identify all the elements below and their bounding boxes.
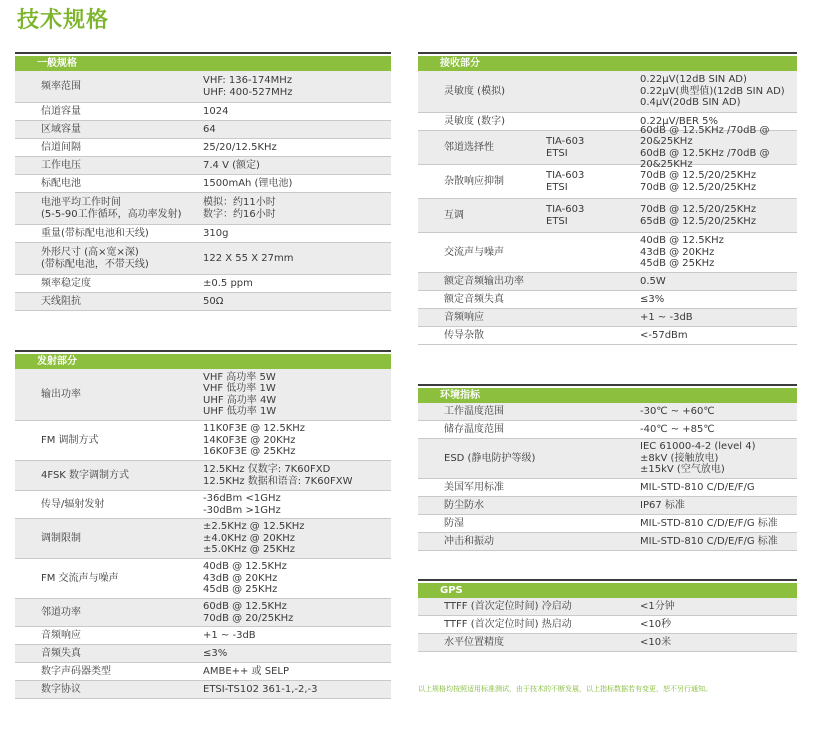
section-divider bbox=[418, 384, 797, 386]
section-heading: 一般规格 bbox=[15, 56, 391, 71]
spec-label: 频率范围 bbox=[41, 80, 81, 92]
spec-value: 50Ω bbox=[203, 295, 224, 307]
spec-row bbox=[418, 439, 797, 479]
spec-value: 64 bbox=[203, 123, 216, 135]
spec-section bbox=[15, 350, 391, 699]
spec-value: AMBE++ 或 SELP bbox=[203, 665, 290, 677]
spec-row bbox=[418, 199, 797, 233]
spec-row bbox=[15, 645, 391, 663]
spec-label: 工作温度范围 bbox=[444, 405, 504, 417]
spec-row bbox=[418, 598, 797, 616]
spec-label: 电池平均工作时间 (5-5-90工作循环，高功率发射) bbox=[41, 197, 182, 220]
spec-label: TTFF (首次定位时间) 冷启动 bbox=[444, 600, 572, 612]
spec-row bbox=[15, 175, 391, 193]
spec-label: 互调 bbox=[444, 209, 464, 221]
spec-label: 冲击和振动 bbox=[444, 535, 494, 547]
spec-row bbox=[15, 275, 391, 293]
spec-value: <10米 bbox=[640, 636, 672, 648]
section-divider bbox=[15, 52, 391, 54]
spec-value: 122 X 55 X 27mm bbox=[203, 252, 294, 264]
spec-row bbox=[418, 291, 797, 309]
spec-value: VHF 高功率 5W VHF 低功率 1W UHF 高功率 4W UHF 低功率 1W bbox=[203, 371, 277, 417]
spec-row bbox=[15, 461, 391, 491]
spec-value: ±2.5KHz @ 12.5KHz ±4.0KHz @ 20KHz ±5.0KHz @ 25KHz bbox=[203, 521, 305, 556]
spec-value: +1 ~ -3dB bbox=[203, 629, 256, 641]
spec-value: MIL-STD-810 C/D/E/F/G bbox=[640, 481, 755, 493]
spec-value: 模拟：约11小时 数字：约16小时 bbox=[203, 197, 276, 220]
spec-label: 频率稳定度 bbox=[41, 277, 91, 289]
spec-row bbox=[15, 491, 391, 519]
spec-label: 工作电压 bbox=[41, 159, 81, 171]
spec-standard: TIA-603 ETSI bbox=[546, 204, 585, 227]
spec-row bbox=[15, 293, 391, 311]
spec-row bbox=[418, 515, 797, 533]
spec-value: 25/20/12.5KHz bbox=[203, 141, 277, 153]
spec-standard: TIA-603 ETSI bbox=[546, 136, 585, 159]
spec-row bbox=[15, 681, 391, 699]
spec-label: 储存温度范围 bbox=[444, 423, 504, 435]
spec-row bbox=[15, 139, 391, 157]
spec-label: 信道容量 bbox=[41, 105, 81, 117]
spec-value: 7.4 V (额定) bbox=[203, 159, 260, 171]
spec-value: ≤3% bbox=[640, 293, 665, 305]
section-heading: 发射部分 bbox=[15, 354, 391, 369]
spec-value: <1分钟 bbox=[640, 600, 675, 612]
section-divider bbox=[15, 350, 391, 352]
section-divider bbox=[418, 579, 797, 581]
spec-row bbox=[418, 634, 797, 652]
spec-value: IP67 标准 bbox=[640, 499, 685, 511]
spec-row bbox=[418, 233, 797, 273]
spec-section bbox=[418, 579, 797, 652]
spec-label: 交流声与噪声 bbox=[444, 246, 504, 258]
section-heading: 环境指标 bbox=[418, 388, 797, 403]
spec-value: +1 ~ -3dB bbox=[640, 311, 693, 323]
spec-value: 40dB @ 12.5KHz 43dB @ 20KHz 45dB @ 25KHz bbox=[203, 561, 287, 596]
spec-label: 邻道功率 bbox=[41, 606, 81, 618]
spec-label: 防湿 bbox=[444, 517, 464, 529]
spec-section bbox=[418, 52, 797, 345]
spec-value: 0.22μV/BER 5% bbox=[640, 115, 719, 127]
spec-value: 310g bbox=[203, 227, 229, 239]
spec-value: 70dB @ 12.5/20/25KHz 65dB @ 12.5/20/25KHz bbox=[640, 204, 757, 227]
spec-value: <-57dBm bbox=[640, 329, 688, 341]
spec-label: 输出功率 bbox=[41, 388, 81, 400]
spec-section bbox=[418, 384, 797, 551]
spec-label: FM 交流声与噪声 bbox=[41, 572, 119, 584]
spec-value: IEC 61000-4-2 (level 4) ±8kV (接触放电) ±15kV (空气放电) bbox=[640, 441, 756, 476]
spec-value: -30℃ ~ +60℃ bbox=[640, 405, 715, 417]
spec-value: MIL-STD-810 C/D/E/F/G 标准 bbox=[640, 517, 778, 529]
spec-row bbox=[418, 403, 797, 421]
section-divider bbox=[418, 52, 797, 54]
spec-standard: TIA-603 ETSI bbox=[546, 170, 585, 193]
spec-row bbox=[15, 193, 391, 225]
spec-value: 60dB @ 12.5KHz /70dB @ 20&25KHz 60dB @ 12.5KHz /70dB @ 20&25KHz bbox=[640, 124, 770, 170]
spec-row bbox=[15, 369, 391, 421]
spec-label: 4FSK 数字调制方式 bbox=[41, 469, 130, 481]
spec-label: 传导杂散 bbox=[444, 329, 484, 341]
spec-label: 数字协议 bbox=[41, 683, 81, 695]
spec-row bbox=[15, 421, 391, 461]
spec-row bbox=[15, 243, 391, 275]
spec-row bbox=[15, 519, 391, 559]
footnote: 以上规格均按照适用标准测试，由于技术的不断发展，以上指标数据若有变更，恕不另行通知。 bbox=[418, 685, 712, 693]
spec-row bbox=[15, 627, 391, 645]
spec-row bbox=[15, 663, 391, 681]
spec-label: 灵敏度 (数字) bbox=[444, 115, 505, 127]
spec-label: 调制限制 bbox=[41, 532, 81, 544]
spec-row bbox=[418, 616, 797, 634]
spec-row bbox=[15, 599, 391, 627]
spec-label: 灵敏度 (模拟) bbox=[444, 85, 505, 97]
spec-value: ±0.5 ppm bbox=[203, 277, 253, 289]
page-title: 技术规格 bbox=[17, 8, 110, 33]
spec-value: ETSI-TS102 361-1,-2,-3 bbox=[203, 683, 318, 695]
spec-label: 音频响应 bbox=[444, 311, 484, 323]
spec-label: TTFF (首次定位时间) 热启动 bbox=[444, 618, 572, 630]
spec-label: FM 调制方式 bbox=[41, 434, 99, 446]
spec-label: 信道间隔 bbox=[41, 141, 81, 153]
spec-value: 60dB @ 12.5KHz 70dB @ 20/25KHz bbox=[203, 601, 294, 624]
spec-label: 额定音频输出功率 bbox=[444, 275, 524, 287]
spec-label: 美国军用标准 bbox=[444, 481, 504, 493]
spec-row bbox=[418, 71, 797, 113]
spec-row bbox=[15, 225, 391, 243]
spec-row bbox=[418, 165, 797, 199]
spec-label: 音频失真 bbox=[41, 647, 81, 659]
spec-row bbox=[418, 327, 797, 345]
spec-value: 70dB @ 12.5/20/25KHz 70dB @ 12.5/20/25KHz bbox=[640, 170, 757, 193]
section-heading: GPS bbox=[418, 583, 797, 598]
spec-label: 区域容量 bbox=[41, 123, 81, 135]
spec-label: ESD (静电防护等级) bbox=[444, 452, 536, 464]
spec-label: 重量(带标配电池和天线) bbox=[41, 227, 149, 239]
spec-label: 额定音频失真 bbox=[444, 293, 504, 305]
spec-row bbox=[15, 71, 391, 103]
spec-value: 40dB @ 12.5KHz 43dB @ 20KHz 45dB @ 25KHz bbox=[640, 235, 724, 270]
spec-row bbox=[15, 157, 391, 175]
spec-value: 0.22μV(12dB SIN AD) 0.22μV(典型值)(12dB SIN AD) 0.4μV(20dB SIN AD) bbox=[640, 74, 785, 109]
spec-row bbox=[15, 103, 391, 121]
spec-label: 杂散响应抑制 bbox=[444, 175, 504, 187]
spec-value: 12.5KHz 仅数字: 7K60FXD 12.5KHz 数据和语音: 7K60FXW bbox=[203, 464, 353, 487]
spec-label: 传导/辐射发射 bbox=[41, 498, 105, 510]
spec-row bbox=[418, 533, 797, 551]
spec-value: 1024 bbox=[203, 105, 229, 117]
spec-value: MIL-STD-810 C/D/E/F/G 标准 bbox=[640, 535, 778, 547]
spec-row bbox=[418, 124, 797, 170]
spec-label: 邻道选择性 bbox=[444, 141, 494, 153]
spec-row bbox=[418, 421, 797, 439]
spec-label: 防尘防水 bbox=[444, 499, 484, 511]
spec-row bbox=[418, 497, 797, 515]
spec-value: 11K0F3E @ 12.5KHz 14K0F3E @ 20KHz 16K0F3E @ 25KHz bbox=[203, 423, 306, 458]
spec-value: <10秒 bbox=[640, 618, 672, 630]
spec-label: 水平位置精度 bbox=[444, 636, 504, 648]
spec-value: -36dBm <1GHz -30dBm >1GHz bbox=[203, 493, 281, 516]
spec-row bbox=[15, 559, 391, 599]
spec-label: 数字声码器类型 bbox=[41, 665, 111, 677]
spec-label: 外形尺寸 (高×宽×深) (带标配电池，不带天线) bbox=[41, 247, 149, 270]
spec-label: 标配电池 bbox=[41, 177, 81, 189]
spec-value: -40℃ ~ +85℃ bbox=[640, 423, 715, 435]
spec-label: 天线阻抗 bbox=[41, 295, 81, 307]
spec-value: 1500mAh (锂电池) bbox=[203, 177, 293, 189]
spec-section bbox=[15, 52, 391, 311]
spec-value: VHF: 136-174MHz UHF: 400-527MHz bbox=[203, 75, 293, 98]
spec-label: 音频响应 bbox=[41, 629, 81, 641]
spec-row bbox=[418, 479, 797, 497]
spec-row bbox=[15, 121, 391, 139]
spec-row bbox=[418, 273, 797, 291]
spec-row bbox=[418, 309, 797, 327]
spec-value: 0.5W bbox=[640, 275, 666, 287]
section-heading: 接收部分 bbox=[418, 56, 797, 71]
spec-value: ≤3% bbox=[203, 647, 228, 659]
